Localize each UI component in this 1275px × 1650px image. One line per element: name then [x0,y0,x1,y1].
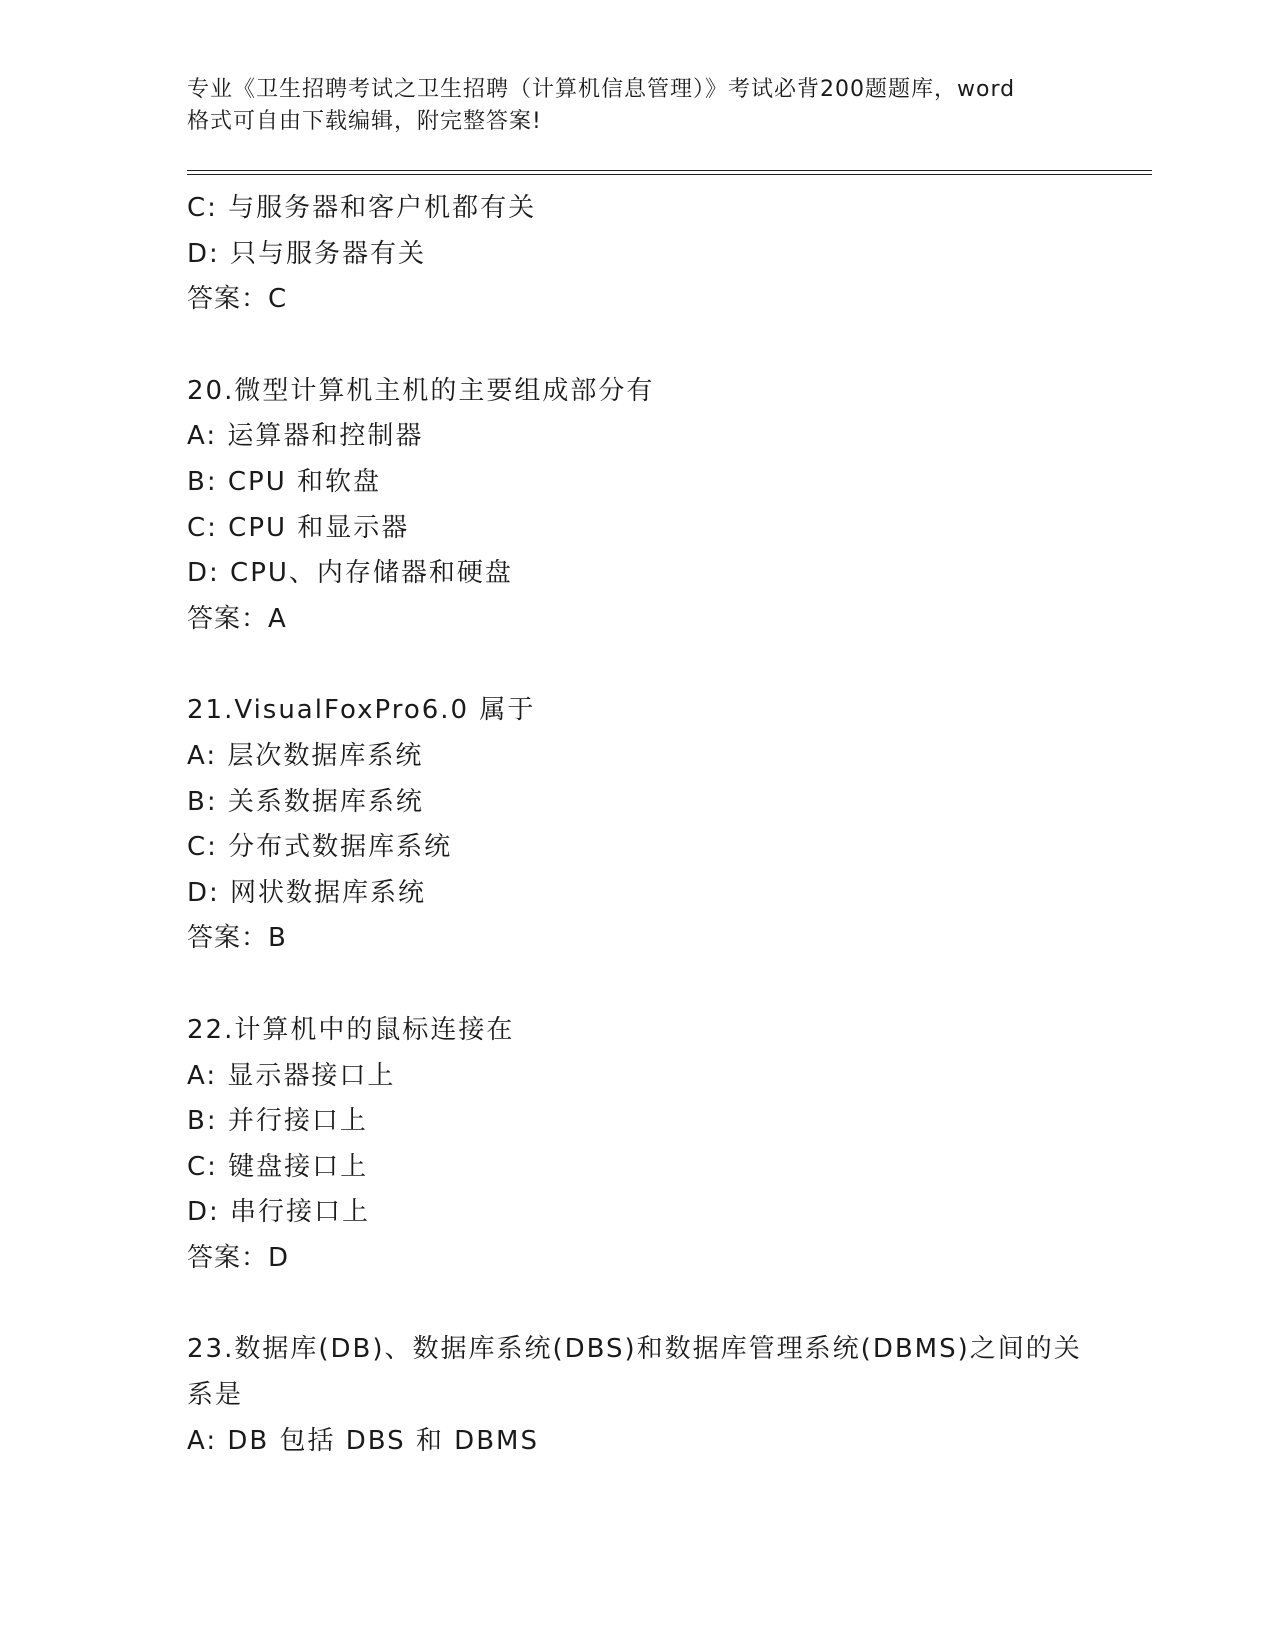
option-a: A: 运算器和控制器 [187,421,424,452]
option-d: D: 网状数据库系统 [187,877,427,908]
header-line-2: 格式可自由下载编辑，附完整答案! [187,109,542,134]
question-block-prev [187,186,1087,323]
answer-line: 答案：C [187,284,288,315]
option-b: B: CPU 和软盘 [187,466,381,497]
option-c: C: 键盘接口上 [187,1151,369,1182]
question-text: 22.计算机中的鼠标连接在 [187,1014,515,1045]
header-rule-bottom [187,174,1152,175]
question-block-23 [187,1327,1087,1464]
spacer [187,962,1087,1008]
spacer [187,642,1087,688]
question-block-20 [187,369,1087,643]
question-block-22 [187,1008,1087,1282]
answer-line: 答案：B [187,923,287,954]
spacer [187,1281,1087,1327]
question-block-21 [187,688,1087,962]
option-c: C: CPU 和显示器 [187,512,410,543]
option-b: B: 关系数据库系统 [187,786,424,817]
spacer [187,323,1087,369]
answer-line: 答案：D [187,1242,290,1273]
option-d: D: 串行接口上 [187,1197,371,1228]
question-text: 21.VisualFoxPro6.0 属于 [187,695,536,726]
option-d: D: CPU、内存储器和硬盘 [187,558,513,589]
header-rule-top [187,170,1152,171]
option-b: B: 并行接口上 [187,1106,368,1137]
question-text: 20.微型计算机主机的主要组成部分有 [187,375,655,406]
answer-line: 答案：A [187,603,287,634]
question-text-line-2: 系是 [187,1380,244,1411]
option-c: C: 分布式数据库系统 [187,832,453,863]
option-c: C: 与服务器和客户机都有关 [187,193,537,223]
question-text-line-1: 23.数据库(DB)、数据库系统(DBS)和数据库管理系统(DBMS)之间的关 [187,1334,1082,1365]
question-list [187,186,1087,1464]
option-a: A: 层次数据库系统 [187,740,424,771]
option-a: A: 显示器接口上 [187,1060,396,1091]
document-header [187,74,1087,138]
option-a: A: DB 包括 DBS 和 DBMS [187,1425,539,1456]
header-line-1: 专业《卫生招聘考试之卫生招聘（计算机信息管理）》考试必背200题题库，word [187,77,1016,102]
option-d: D: 只与服务器有关 [187,238,427,269]
